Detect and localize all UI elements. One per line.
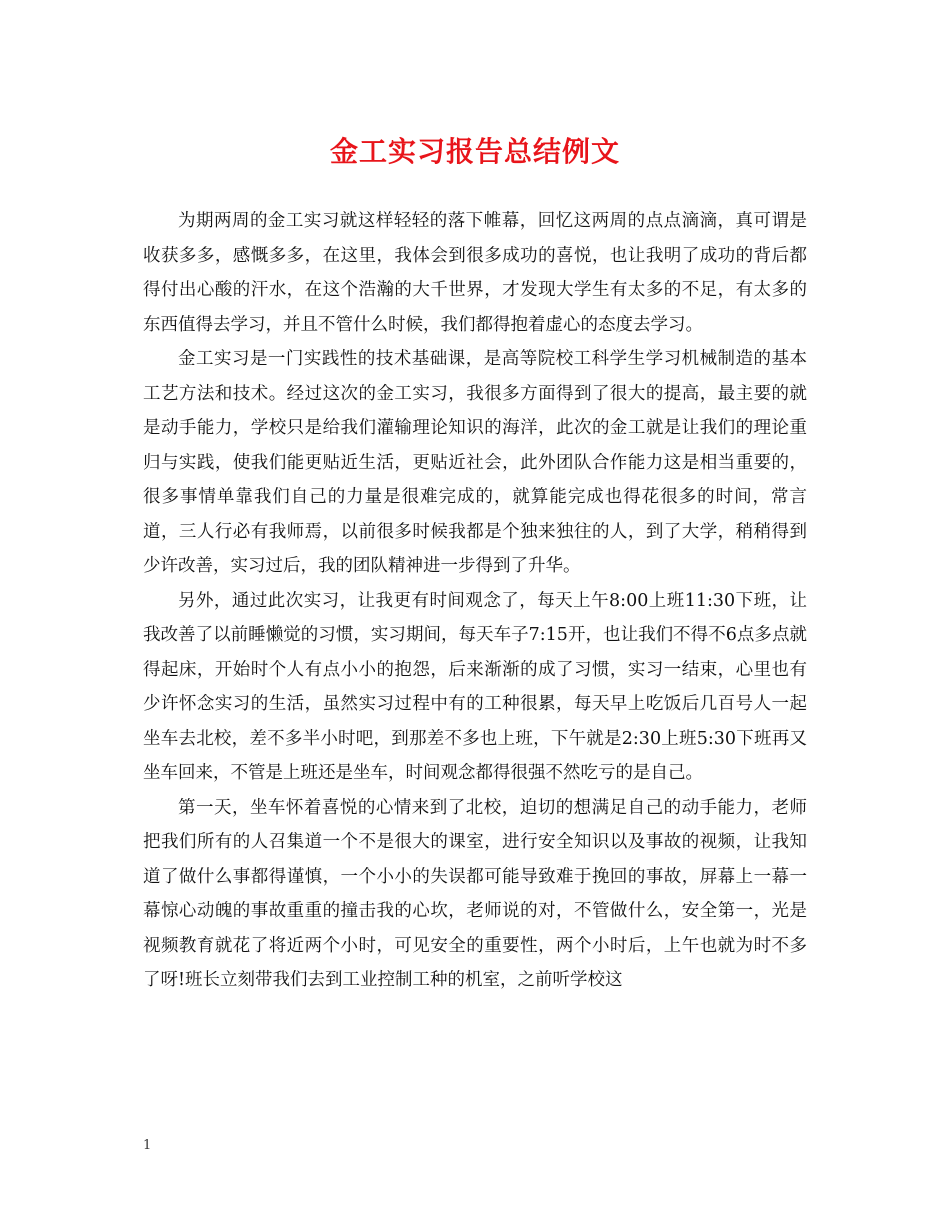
page-number: 1 (143, 1138, 152, 1153)
paragraph-1: 为期两周的金工实习就这样轻轻的落下帷幕，回忆这两周的点点滴滴，真可谓是收获多多，感慨多多，在这里，我体会到很多成功的喜悦，也让我明了成功的背后都得付出心酸的汗水，在这个浩瀚的大千世界，才发现大学生有太多的不足，有太多的东西值得去学习，并且不管什么时候，我们都得抱着虚心的态度去学习。 (143, 211, 807, 335)
document-title: 金工实习报告总结例文 (329, 135, 620, 168)
paragraph-2: 金工实习是一门实践性的技术基础课，是高等院校工科学生学习机械制造的基本工艺方法和技术。经过这次的金工实习，我很多方面得到了很大的提高，最主要的就是动手能力，学校只是给我们灌输理论知识的海洋，此次的金工就是让我们的理论重归与实践，使我们能更贴近生活，更贴近社会，此外团队合作能力这是相当重要的，很多事情单靠我们自己的力量是很难完成的，就算能完成也得花很多的时间，常言道，三人行必有我师焉，以前很多时候我都是个独来独往的人，到了大学，稍稍得到少许改善，实习过后，我的团队精神进一步得到了升华。 (143, 349, 807, 576)
paragraph-4: 第一天，坐车怀着喜悦的心情来到了北校，迫切的想满足自己的动手能力，老师把我们所有的人召集道一个不是很大的课室，进行安全知识以及事故的视频，让我知道了做什么事都得谨慎，一个小小的失误都可能导致难于挽回的事故，屏幕上一幕一幕惊心动魄的事故重重的撞击我的心坎，老师说的对，不管做什么，安全第一，光是视频教育就花了将近两个小时，可见安全的重要性，两个小时后，上午也就为时不多了呀!班长立刻带我们去到工业控制工种的机室，之前听学校这 (143, 797, 807, 990)
paragraph-3: 另外，通过此次实习，让我更有时间观念了，每天上午8:00上班11:30下班，让我改善了以前睡懒觉的习惯，实习期间，每天车子7:15开，也让我们不得不6点多点就得起床，开始时个人有点小小的抱怨，后来渐渐的成了习惯，实习一结束，心里也有少许怀念实习的生活，虽然实习过程中有的工种很累，每天早上吃饭后几百号人一起坐车去北校，差不多半小时吧，到那差不多也上班，下午就是2:30上班5:30下班再又坐车回来，不管是上班还是坐车，时间观念都得很强不然吃亏的是自己。 (143, 590, 807, 783)
document-body (143, 204, 807, 998)
